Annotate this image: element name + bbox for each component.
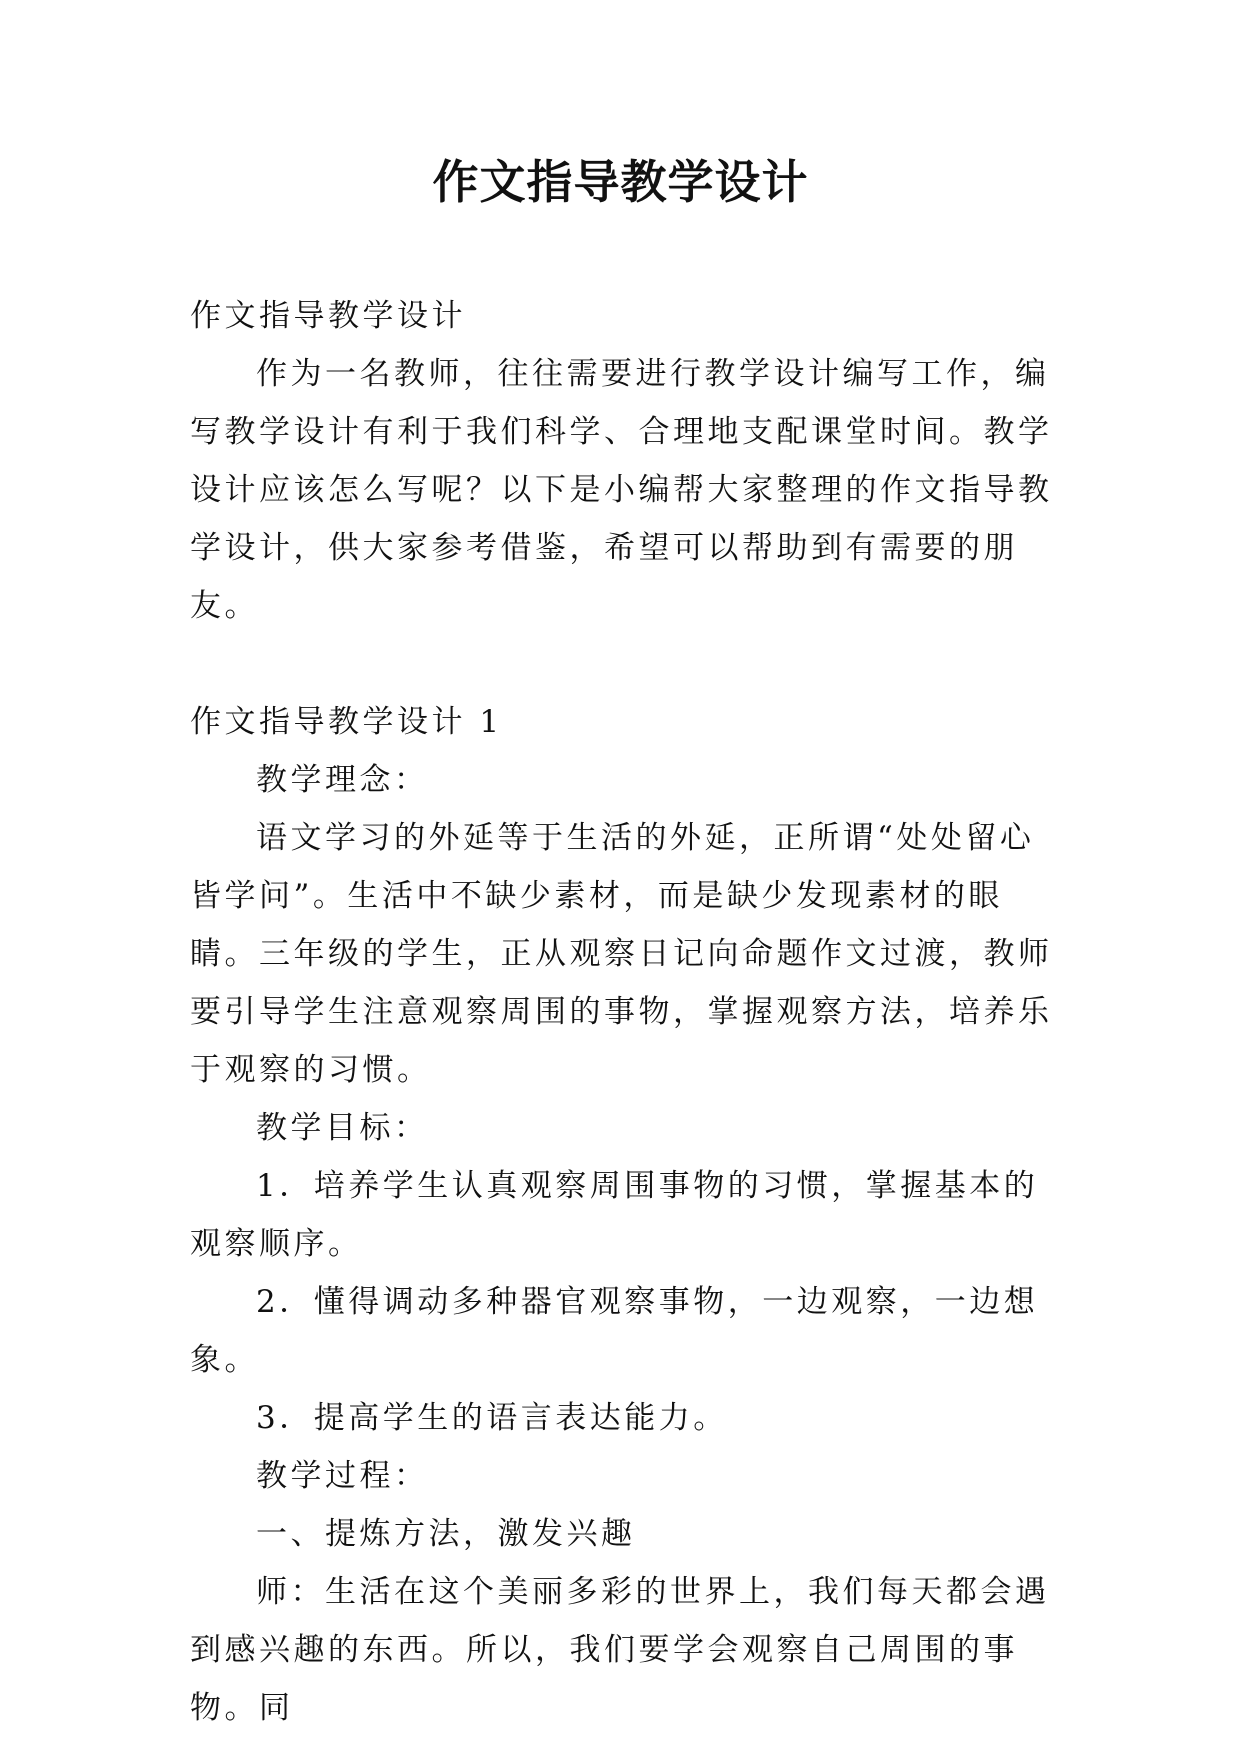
intro-paragraph: 作为一名教师，往往需要进行教学设计编写工作，编写教学设计有利于我们科学、合理地支配课堂时间。教学设计应该怎么写呢？以下是小编帮大家整理的作文指导教学设计，供大家参考借鉴，希望可以帮助到有需要的朋友。 bbox=[190, 356, 1053, 624]
goals-label: 教学目标： bbox=[256, 1110, 429, 1146]
section1-heading: 作文指导教学设计 1 bbox=[190, 704, 503, 740]
concept-paragraph: 语文学习的外延等于生活的外延，正所谓“处处留心皆学问”。生活中不缺少素材，而是缺少发现素材的眼睛。三年级的学生，正从观察日记向命题作文过渡，教师要引导学生注意观察周围的事物，掌握观察方法，培养乐于观察的习惯。 bbox=[190, 820, 1053, 1088]
step1-paragraph: 师：生活在这个美丽多彩的世界上，我们每天都会遇到感兴趣的东西。所以，我们要学会观察自己周围的事物。同 bbox=[190, 1574, 1050, 1726]
section-spacer bbox=[190, 635, 1060, 693]
goal-item-3: 3．提高学生的语言表达能力。 bbox=[256, 1400, 728, 1436]
process-label: 教学过程： bbox=[256, 1458, 429, 1494]
document-title: 作文指导教学设计 bbox=[432, 155, 809, 209]
intro-heading: 作文指导教学设计 bbox=[190, 298, 466, 334]
goal-item-1: 1．培养学生认真观察周围事物的习惯，掌握基本的观察顺序。 bbox=[190, 1168, 1039, 1262]
concept-label: 教学理念： bbox=[256, 762, 429, 798]
goal-item-2: 2．懂得调动多种器官观察事物，一边观察，一边想象。 bbox=[190, 1284, 1039, 1378]
document-body bbox=[190, 287, 1060, 1737]
step1-heading: 一、提炼方法，激发兴趣 bbox=[256, 1516, 636, 1552]
